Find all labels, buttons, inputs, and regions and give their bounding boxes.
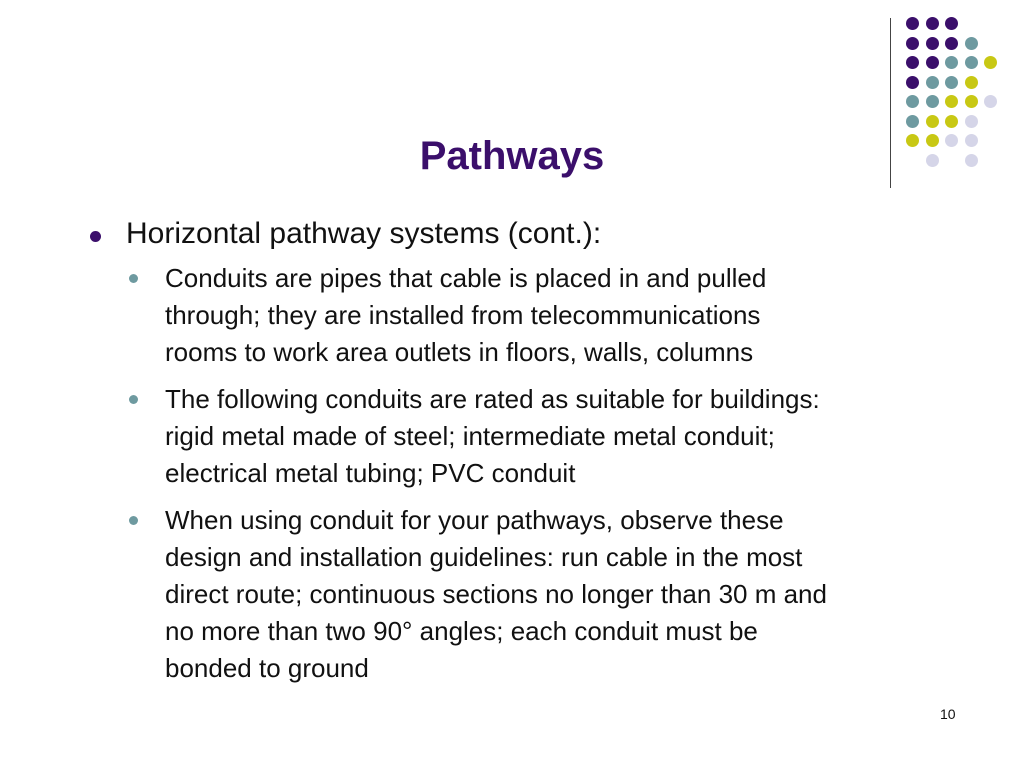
yellow-dot-icon <box>945 95 958 108</box>
bullet-item-level1 <box>86 214 986 254</box>
yellow-dot-icon <box>965 76 978 89</box>
sub-bullet-line: electrical metal tubing; PVC conduit <box>165 458 576 488</box>
sub-bullet-line: rigid metal made of steel; intermediate metal conduit; <box>165 421 775 451</box>
sub-bullet-list <box>126 260 986 687</box>
purple-dot-icon <box>926 56 939 69</box>
sub-bullet-item <box>126 260 986 371</box>
slide-body <box>86 214 986 697</box>
purple-dot-icon <box>945 17 958 30</box>
page-number: 10 <box>940 706 956 722</box>
sub-bullet-line: When using conduit for your pathways, observe these <box>165 505 784 535</box>
sub-bullet-dot-icon <box>129 395 138 404</box>
sub-bullet-item <box>126 381 986 492</box>
sub-bullet-line: rooms to work area outlets in floors, walls, columns <box>165 337 754 367</box>
lavender-dot-icon <box>984 95 997 108</box>
teal-dot-icon <box>906 95 919 108</box>
teal-dot-icon <box>926 95 939 108</box>
teal-dot-icon <box>965 37 978 50</box>
lavender-dot-icon <box>965 115 978 128</box>
teal-dot-icon <box>965 56 978 69</box>
yellow-dot-icon <box>945 115 958 128</box>
sub-bullet-dot-icon <box>129 274 138 283</box>
teal-dot-icon <box>906 115 919 128</box>
sub-bullet-line: design and installation guidelines: run cable in the most <box>165 542 803 572</box>
purple-dot-icon <box>945 37 958 50</box>
sub-bullet-line: direct route; continuous sections no longer than 30 m and <box>165 579 827 609</box>
purple-dot-icon <box>906 76 919 89</box>
teal-dot-icon <box>926 76 939 89</box>
teal-dot-icon <box>945 76 958 89</box>
yellow-dot-icon <box>984 56 997 69</box>
bullet-dot-icon <box>90 231 101 242</box>
sub-bullet-line: through; they are installed from telecommunications <box>165 300 761 330</box>
slide-title: Pathways <box>419 134 605 178</box>
purple-dot-icon <box>906 37 919 50</box>
sub-bullet-line: Conduits are pipes that cable is placed in and pulled <box>165 263 767 293</box>
sub-bullet-dot-icon <box>129 516 138 525</box>
yellow-dot-icon <box>926 115 939 128</box>
bullet-text: Horizontal pathway systems (cont.): <box>126 217 602 250</box>
purple-dot-icon <box>906 56 919 69</box>
purple-dot-icon <box>926 37 939 50</box>
sub-bullet-item <box>126 502 986 687</box>
yellow-dot-icon <box>965 95 978 108</box>
purple-dot-icon <box>906 17 919 30</box>
sub-bullet-line: no more than two 90° angles; each conduit must be <box>165 616 758 646</box>
sub-bullet-line: The following conduits are rated as suitable for buildings: <box>165 384 820 414</box>
sub-bullet-line: bonded to ground <box>165 653 369 683</box>
purple-dot-icon <box>926 17 939 30</box>
teal-dot-icon <box>945 56 958 69</box>
